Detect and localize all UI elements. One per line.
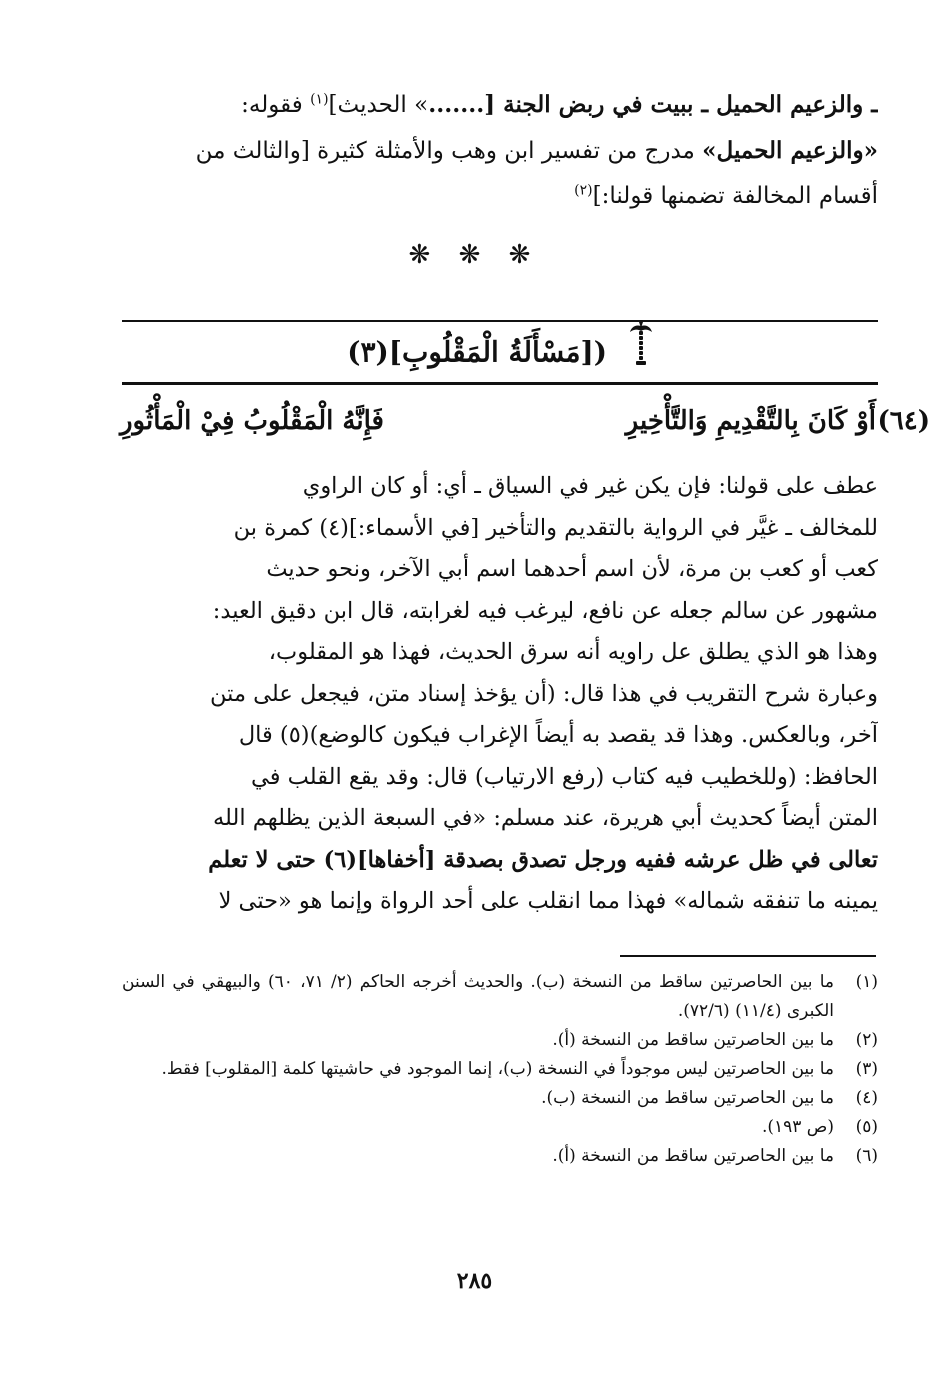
footnote-number: (٣) — [855, 1059, 878, 1079]
top-paragraph — [120, 82, 878, 219]
footnote-2 — [122, 1026, 878, 1055]
body-line: كعب أو كعب بن مرة، لأن اسم أحدهما اسم أبي الآخر، ونحو حديث — [266, 556, 878, 582]
verse-line — [120, 396, 930, 446]
section-separator: ❋ ❋ ❋ — [408, 240, 541, 270]
footnote-number: (٦) — [855, 1146, 878, 1166]
footnote-text: ما بين الحاصرتين ساقط من النسخة (أ). — [552, 1146, 834, 1166]
top-line-1: ـ والزعيم الحميل ـ ببيت في ربض الجنة [.......» الحديث]$^{(١)}$ فقوله: — [241, 91, 878, 118]
verse-number: (٦٤) — [877, 406, 930, 436]
body-line: الحافظ: (وللخطيب فيه كتاب (رفع الارتياب) قال: وقد يقع القلب في — [251, 763, 878, 790]
footnote-number: (٢) — [855, 1030, 878, 1050]
body-line: للمخالف ـ غيَّر في الرواية بالتقديم والتأخير [في الأسماء:](٤) كمرة بن — [233, 514, 878, 541]
section-heading-text: ([مَسْأَلَةُ الْمَقْلُوبِ](٣) — [347, 335, 608, 369]
footnote-text: ما بين الحاصرتين ساقط من النسخة (أ). — [552, 1030, 834, 1050]
footnote-text: ما بين الحاصرتين ساقط من النسخة (ب). — [541, 1088, 834, 1108]
body-line: تعالى في ظل عرشه ففيه ورجل تصدق بصدقة [أخفاها](٦) حتى لا تعلم — [208, 846, 878, 873]
commentary-body — [122, 466, 878, 923]
body-line: آخر، وبالعكس. وهذا قد يقصد به أيضاً الإغراب فيكون كالوضع)(٥) قال — [238, 722, 878, 748]
body-line: عطف على قولنا: فإن يكن غير في السياق ـ أي: أو كان الراوي — [302, 473, 878, 499]
footnote-rule — [620, 955, 876, 957]
palm-ornament-icon — [629, 322, 653, 386]
top-line-2: «والزعيم الحميل» مدرج من تفسير ابن وهب والأمثلة كثيرة [والثالث من — [195, 137, 878, 164]
verse-hemistich-2: فَإِنَّهُ الْمَقْلُوبُ فِيْ الْمَأْثُورِ — [120, 406, 384, 436]
footnote-number: (١) — [855, 972, 878, 992]
footnote-3 — [122, 1055, 878, 1084]
body-line: المتن أيضاً كحديث أبي هريرة، عند مسلم: «في السبعة الذين يظلهم الله — [212, 805, 878, 831]
footnote-text: (ص ١٩٣). — [761, 1117, 834, 1137]
footnote-1 — [122, 968, 878, 1026]
verse-hemistich-1: أَوْ كَانَ بِالتَّقْدِيمِ وَالتَّأْخِيرِ — [625, 406, 876, 436]
heading-bottom-rule — [122, 382, 878, 385]
top-line-3: أقسام المخالفة تضمنها قولنا:]$^{(٢)}$ — [574, 182, 878, 209]
footnote-5 — [122, 1113, 878, 1142]
footnotes — [122, 968, 878, 1171]
footnote-text: ما بين الحاصرتين ساقط من النسخة (ب). والحديث أخرجه الحاكم (٢/ ٧١، ٦٠) والبيهقي في السنن الكبرى (١١/٤) (٧٢/٦). — [122, 972, 834, 1021]
footnote-4 — [122, 1084, 878, 1113]
body-line: مشهور عن سالم جعله عن نافع، ليرغب فيه لغرابته، قال ابن دقيق العيد: — [212, 597, 878, 624]
body-line: وهذا هو الذي يطلق عل راويه أنه سرق الحديث، فهذا هو المقلوب، — [268, 639, 878, 665]
footnote-number: (٥) — [855, 1117, 878, 1137]
page-number: ٢٨٥ — [456, 1268, 493, 1294]
section-heading — [122, 322, 878, 380]
footnote-text: ما بين الحاصرتين ليس موجوداً في النسخة (ب)، إنما الموجود في حاشيتها كلمة [المقلوب] فقط. — [161, 1059, 834, 1079]
footnote-number: (٤) — [855, 1088, 878, 1108]
body-line: وعبارة شرح التقريب في هذا قال: (أن يؤخذ إسناد متن، فيجعل على متن — [210, 680, 878, 707]
body-line: يمينه ما تنفقه شماله» فهذا مما انقلب على أحد الرواة وإنما هو «حتى لا — [218, 888, 878, 914]
footnote-6 — [122, 1142, 878, 1171]
